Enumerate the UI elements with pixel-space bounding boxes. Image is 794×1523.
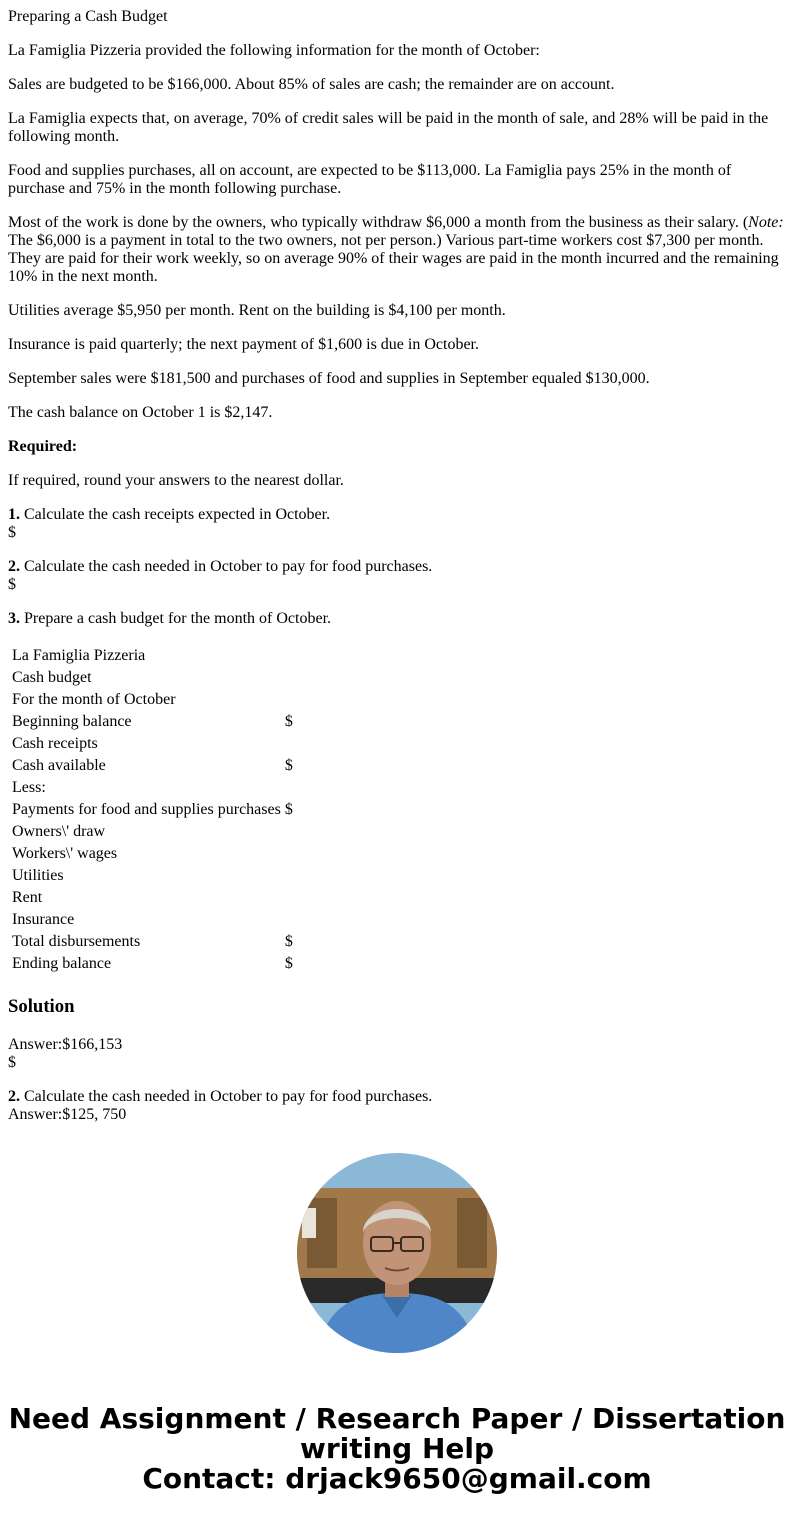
- budget-row-label: Less:: [12, 779, 46, 796]
- budget-row-sign: [284, 822, 294, 842]
- budget-row-sign: [284, 888, 294, 908]
- budget-row-sign: [284, 866, 294, 886]
- budget-row: [11, 800, 294, 820]
- budget-row-sign: $: [284, 933, 293, 950]
- budget-row-sign: $: [284, 757, 293, 774]
- question-3-text: Prepare a cash budget for the month of October.: [20, 610, 332, 627]
- budget-row-label: La Famiglia Pizzeria: [12, 647, 146, 664]
- portrait-image: [297, 1153, 497, 1353]
- budget-row-sign: $: [284, 955, 293, 972]
- budget-row-sign: [284, 690, 294, 710]
- budget-row-label: Cash available: [12, 757, 106, 774]
- question-1-number: 1.: [8, 506, 20, 523]
- budget-row: [11, 756, 294, 776]
- budget-row-label: Workers\' wages: [12, 845, 118, 862]
- budget-row: [11, 866, 294, 886]
- solution-q2-text: Calculate the cash needed in October to pay for food purchases.: [20, 1088, 433, 1105]
- question-2-number: 2.: [8, 558, 20, 575]
- question-1: [8, 506, 786, 542]
- budget-row-label: Utilities: [12, 867, 64, 884]
- sales-paragraph: Sales are budgeted to be $166,000. About 85% of sales are cash; the remainder are on account.: [8, 76, 615, 93]
- question-2: [8, 558, 786, 594]
- budget-row-sign: $: [284, 713, 293, 730]
- required-heading: Required:: [8, 438, 78, 455]
- budget-row-label: Cash receipts: [12, 735, 98, 752]
- budget-row-label: Cash budget: [12, 669, 92, 686]
- budget-row: [11, 844, 294, 864]
- budget-row-label: Owners\' draw: [12, 823, 106, 840]
- budget-row-sign: $: [284, 801, 293, 818]
- footer-line-1: Need Assignment / Research Paper / Dissertation: [8, 1402, 786, 1435]
- question-1-answer-prefix: $: [8, 524, 16, 541]
- owners-text-a: Most of the work is done by the owners, who typically withdraw $6,000 a month from the business as their salary. (: [8, 214, 749, 231]
- page-title: Preparing a Cash Budget: [8, 8, 168, 25]
- solution-answer-1: [8, 1036, 786, 1072]
- budget-row: [11, 734, 294, 754]
- solution-heading: Solution: [8, 996, 75, 1017]
- solution-answer-2: [8, 1088, 786, 1124]
- solution-q2-number: 2.: [8, 1088, 20, 1105]
- owners-note: Note:: [748, 214, 784, 231]
- budget-row-sign: [284, 910, 294, 930]
- budget-row: [11, 690, 294, 710]
- utilities-paragraph: Utilities average $5,950 per month. Rent on the building is $4,100 per month.: [8, 302, 506, 319]
- cash-balance-paragraph: The cash balance on October 1 is $2,147.: [8, 404, 273, 421]
- budget-row-label: Payments for food and supplies purchases: [12, 801, 281, 818]
- budget-row-label: Total disbursements: [12, 933, 141, 950]
- budget-row: [11, 932, 294, 952]
- budget-row-sign: [284, 778, 294, 798]
- insurance-paragraph: Insurance is paid quarterly; the next payment of $1,600 is due in October.: [8, 336, 479, 353]
- intro-paragraph: La Famiglia Pizzeria provided the following information for the month of October:: [8, 42, 540, 59]
- budget-row: [11, 888, 294, 908]
- footer-banner: [0, 1404, 794, 1494]
- budget-row-sign: [284, 844, 294, 864]
- budget-row-sign: [284, 734, 294, 754]
- cash-budget-table: [9, 644, 296, 976]
- question-3-number: 3.: [8, 610, 20, 627]
- question-2-answer-prefix: $: [8, 576, 16, 593]
- credit-paragraph: La Famiglia expects that, on average, 70% of credit sales will be paid in the month of sale, and 28% will be paid in the following month.: [8, 110, 769, 145]
- budget-row: [11, 954, 294, 974]
- footer-contact: Contact: drjack9650@gmail.com: [142, 1462, 652, 1495]
- answer-1-dollar: $: [8, 1054, 16, 1071]
- budget-row-label: Beginning balance: [12, 713, 132, 730]
- budget-row: [11, 910, 294, 930]
- answer-1: Answer:$166,153: [8, 1036, 123, 1053]
- budget-row-label: Ending balance: [12, 955, 112, 972]
- budget-row-sign: [284, 646, 294, 666]
- question-2-text: Calculate the cash needed in October to pay for food purchases.: [20, 558, 433, 575]
- budget-row: [11, 822, 294, 842]
- budget-row: [11, 712, 294, 732]
- food-paragraph: Food and supplies purchases, all on account, are expected to be $113,000. La Famiglia pays 25% in the month of purchase and 75% in the month following purchase.: [8, 162, 732, 197]
- question-1-text: Calculate the cash receipts expected in October.: [20, 506, 331, 523]
- owners-text-b: The $6,000 is a payment in total to the two owners, not per person.) Various part-time workers cost $7,300 per month. They are paid for their work weekly, so on average 90% of their wages are paid in the month incurred and the remaining 10% in the next month.: [8, 232, 779, 285]
- budget-row-sign: [284, 668, 294, 688]
- question-3: [8, 610, 786, 628]
- budget-row: [11, 668, 294, 688]
- round-note: If required, round your answers to the nearest dollar.: [8, 472, 344, 489]
- budget-row: [11, 778, 294, 798]
- budget-row: [11, 646, 294, 666]
- budget-row-label: Insurance: [12, 911, 75, 928]
- footer-line-2: writing Help: [299, 1432, 495, 1465]
- september-paragraph: September sales were $181,500 and purchases of food and supplies in September equaled $130,000.: [8, 370, 650, 387]
- owners-paragraph: [8, 214, 786, 286]
- budget-row-label: Rent: [12, 889, 43, 906]
- author-photo: [297, 1153, 497, 1353]
- answer-2: Answer:$125, 750: [8, 1106, 127, 1123]
- budget-row-label: For the month of October: [12, 691, 176, 708]
